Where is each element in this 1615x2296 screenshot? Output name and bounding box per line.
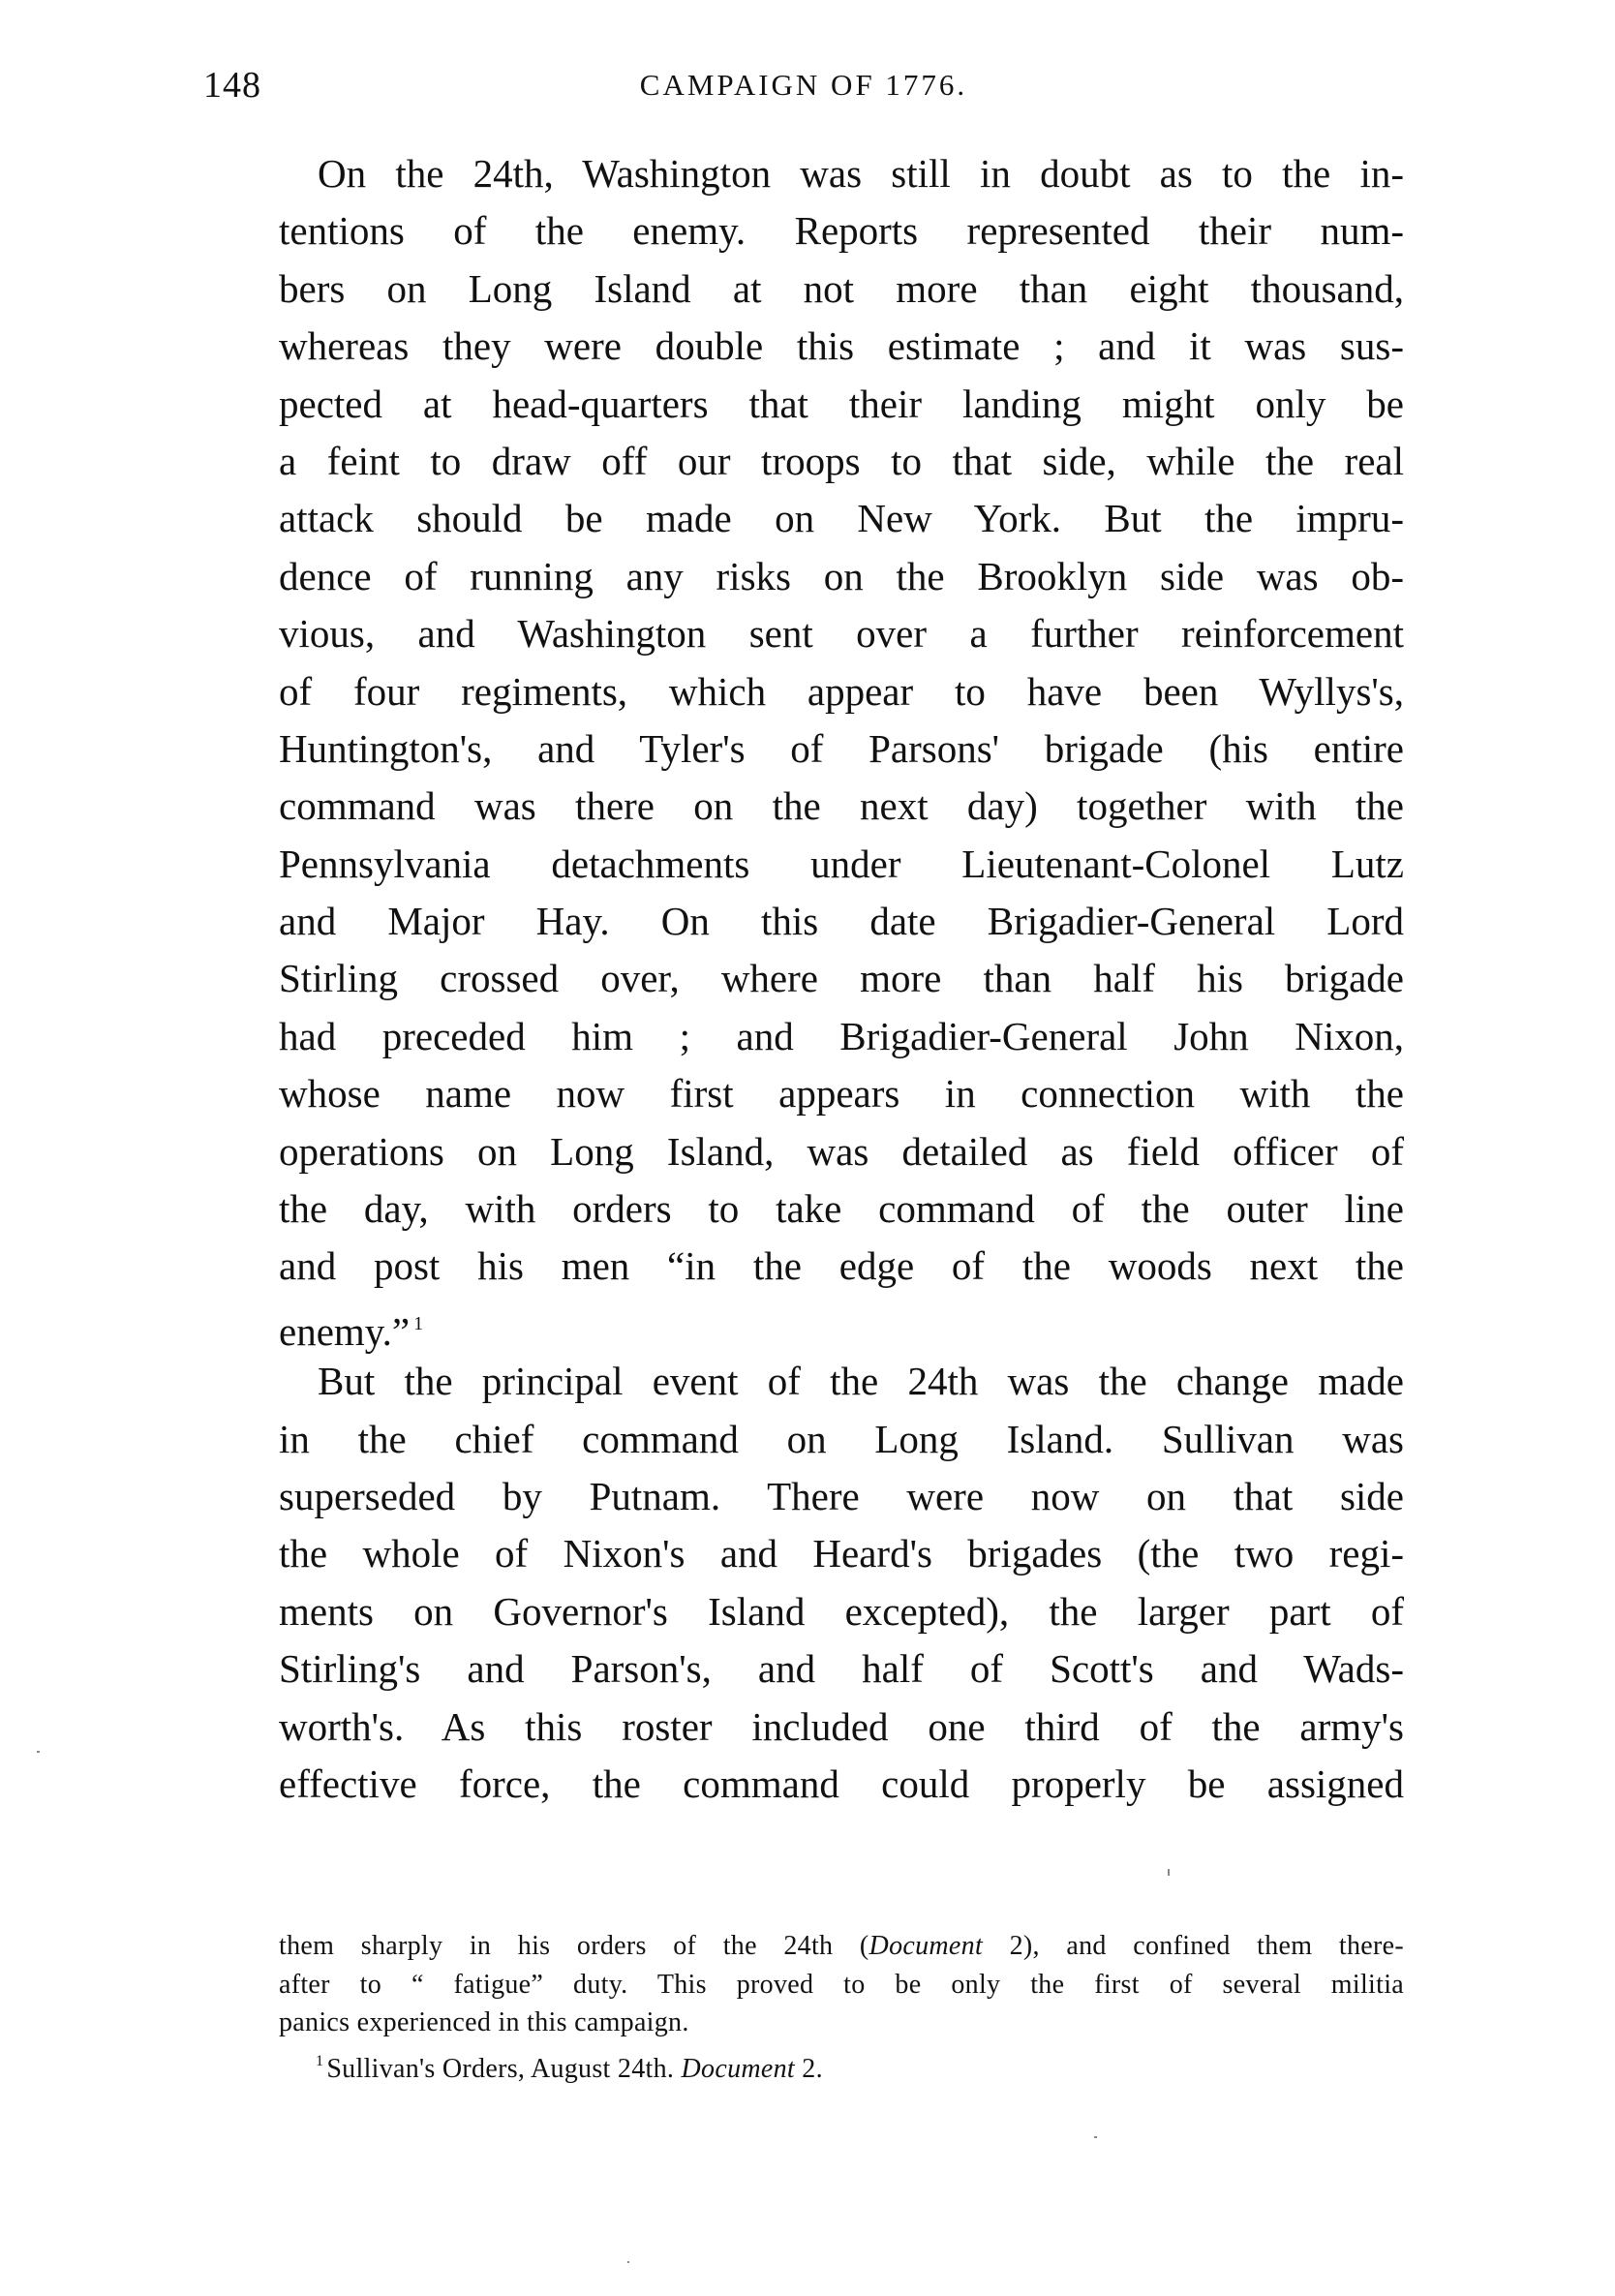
footnote-text: Sullivan's Orders, August 24th. [326,2053,682,2084]
text-line: attack should be made on New York. But the impru- [279,496,1404,541]
body-text [279,145,1404,1813]
text-line: a feint to draw off our troops to that side, while the real [279,438,1404,483]
footnote-continued-line: after to “ fatigue” duty. This proved to be only the first of several militia [279,1969,1404,2000]
text-line: of four regiments, which appear to have been Wyllys's, [279,668,1404,714]
text-line: vious, and Washington sent over a further reinforcement [279,611,1404,657]
footnotes [279,1927,1404,2084]
text-line: the whole of Nixon's and Heard's brigades (the two regi- [279,1531,1404,1577]
scan-speck [37,1751,40,1753]
paragraph-1 [279,145,1404,1353]
text-line: effective force, the command could properly be assigned [279,1760,1404,1806]
text-line: and Major Hay. On this date Brigadier-General Lord [279,899,1404,944]
text-line: Huntington's, and Tyler's of Parsons' brigade (his entire [279,725,1404,771]
text-line: Stirling crossed over, where more than half his brigade [279,956,1404,1001]
text-line: tentions of the enemy. Reports represented their num- [279,208,1404,254]
footnote-continued-line: panics experienced in this campaign. [279,2007,689,2037]
text-line: worth's. As this roster included one third of the army's [279,1703,1404,1749]
text-line: On the 24th, Washington was still in doubt as to the in- [318,151,1404,196]
running-head [203,64,1404,112]
paragraph-2 [279,1353,1404,1813]
text-line-content: enemy.” [279,1308,411,1354]
page-number: 148 [203,65,261,106]
text-line: superseded by Putnam. There were now on that side [279,1473,1404,1518]
footnote-continued-line [279,1927,1404,1966]
text-line: bers on Long Island at not more than eight thousand, [279,265,1404,311]
text-line: the day, with orders to take command of the outer line [279,1186,1404,1232]
text-line: Pennsylvania detachments under Lieutenant-Colonel Lutz [279,841,1404,886]
text-line: and post his men “in the edge of the woods next the [279,1243,1404,1289]
text-line: had preceded him ; and Brigadier-General John Nixon, [279,1013,1404,1058]
text-line: in the chief command on Long Island. Sullivan was [279,1416,1404,1461]
footnote-text: 2. [795,2053,823,2084]
footnote-ref-1[interactable]: 1 [413,1312,424,1334]
document-reference: Document [868,1931,984,1961]
footnote-text: 2), and confined them there- [983,1931,1404,1961]
scan-speck [1094,2136,1097,2138]
text-line: whose name now first appears in connection with the [279,1071,1404,1117]
text-line: whereas they were double this estimate ; and it was sus- [279,323,1404,369]
scan-speck [627,2261,629,2263]
text-line: operations on Long Island, was detailed as field officer of [279,1128,1404,1174]
footnote-1 [279,2042,1404,2084]
text-line: Stirling's and Parson's, and half of Scott's and Wads- [279,1646,1404,1692]
text-line: command was there on the next day) together with the [279,783,1404,829]
text-line: ments on Governor's Island excepted), the larger part of [279,1588,1404,1634]
footnote-text: them sharply in his orders of the 24th ( [279,1931,869,1961]
running-title: CAMPAIGN OF 1776. [639,68,968,102]
text-line: dence of running any risks on the Brooklyn side was ob- [279,553,1404,598]
scan-speck [1168,1869,1170,1876]
text-line [279,1296,1404,1353]
text-line: But the principal event of the 24th was the change made [318,1359,1404,1404]
document-reference: Document [681,2053,795,2084]
text-line: pected at head-quarters that their landing might only be [279,381,1404,426]
footnote-marker: 1 [316,2052,324,2069]
